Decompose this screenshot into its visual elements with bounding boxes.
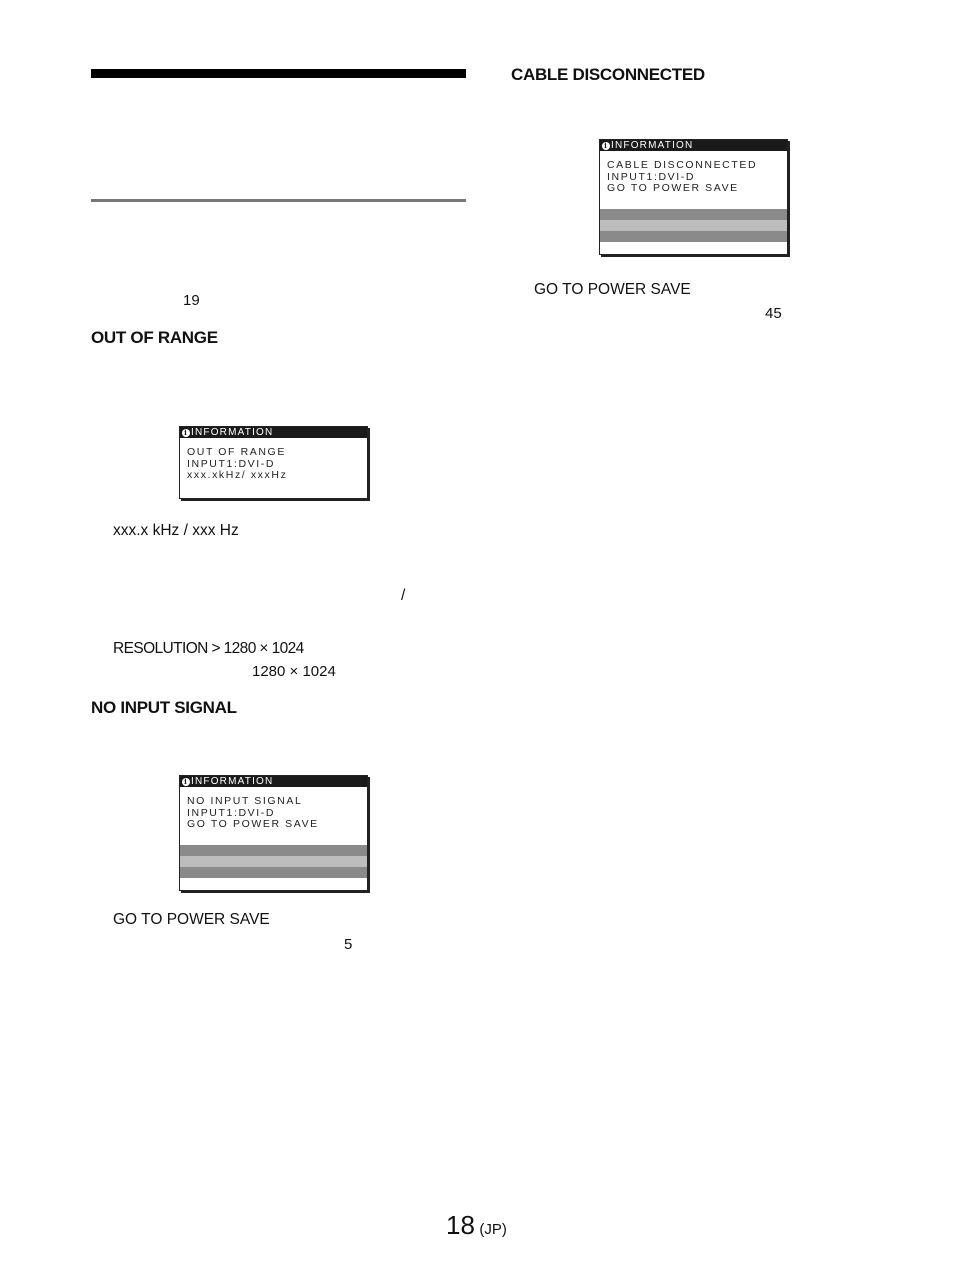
osd-shade-bar xyxy=(600,209,787,220)
page-reference: 19 xyxy=(183,292,200,309)
info-icon: i xyxy=(602,142,610,150)
section-divider xyxy=(91,199,466,202)
cable-disconnected-heading: CABLE DISCONNECTED xyxy=(511,65,705,84)
osd-shade-bar xyxy=(180,856,367,867)
osd-header-label: INFORMATION xyxy=(191,427,274,438)
osd-line: INPUT1:DVI-D xyxy=(607,170,696,183)
osd-header xyxy=(180,776,367,787)
osd-line: GO TO POWER SAVE xyxy=(187,818,319,830)
page-footer xyxy=(446,1210,507,1241)
out-of-range-osd xyxy=(179,426,368,499)
osd-shade-bar xyxy=(600,220,787,231)
info-icon: i xyxy=(182,778,190,786)
out-of-range-heading: OUT OF RANGE xyxy=(91,328,218,347)
info-icon: i xyxy=(182,429,190,437)
osd-line: OUT OF RANGE xyxy=(187,446,286,458)
osd-line: CABLE DISCONNECTED xyxy=(607,159,758,171)
osd-header-label: INFORMATION xyxy=(611,140,694,151)
osd-line: INPUT1:DVI-D xyxy=(187,806,276,819)
power-save-text: GO TO POWER SAVE xyxy=(534,281,691,298)
osd-shade-bar xyxy=(180,845,367,856)
page-language-suffix: (JP) xyxy=(479,1221,507,1238)
osd-shade-bar xyxy=(180,867,367,878)
osd-header xyxy=(180,427,367,438)
no-input-signal-osd xyxy=(179,775,368,891)
slash-mark: / xyxy=(401,587,406,604)
frequency-text: xxx.x kHz / xxx Hz xyxy=(113,522,239,539)
section-top-rule xyxy=(91,69,466,78)
osd-shade-bar xyxy=(600,231,787,242)
no-input-signal-heading: NO INPUT SIGNAL xyxy=(91,698,237,717)
osd-line: INPUT1:DVI-D xyxy=(187,457,276,470)
resolution-value: 1280 × 1024 xyxy=(252,663,336,680)
osd-header-label: INFORMATION xyxy=(191,776,274,787)
osd-header xyxy=(600,140,787,151)
page-number: 18 xyxy=(446,1210,475,1240)
power-save-text: GO TO POWER SAVE xyxy=(113,911,270,928)
resolution-text: RESOLUTION > 1280 × 1024 xyxy=(113,640,304,657)
power-save-seconds: 5 xyxy=(344,936,353,953)
osd-line: GO TO POWER SAVE xyxy=(607,182,739,194)
osd-line: xxx.xkHz/ xxxHz xyxy=(187,469,288,481)
power-save-seconds: 45 xyxy=(765,305,782,322)
osd-line: NO INPUT SIGNAL xyxy=(187,795,303,807)
cable-disconnected-osd xyxy=(599,139,788,255)
